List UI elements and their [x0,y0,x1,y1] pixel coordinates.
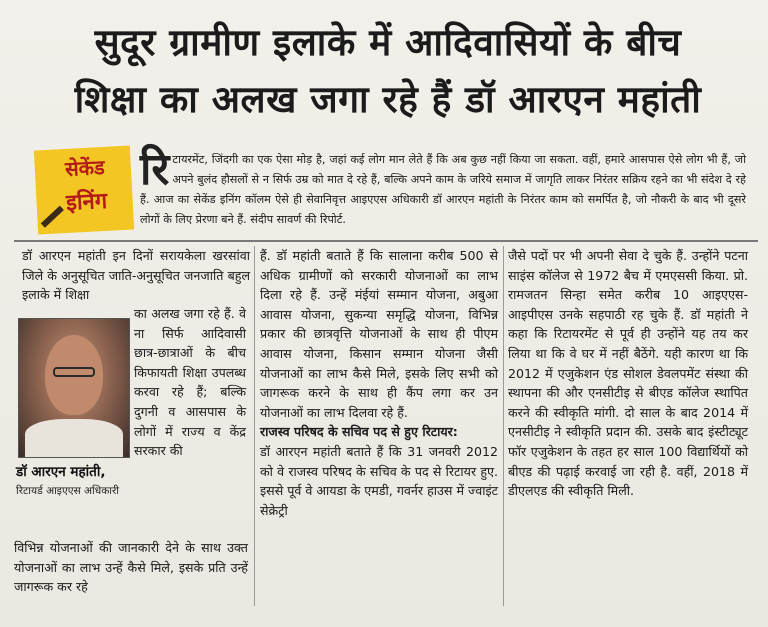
second-innings-badge [34,146,134,235]
badge-line-1: सेकेंड [64,154,106,181]
headline-line-2: शिक्षा का अलख जगा रहे हैं डॉ आरएन महांती [74,78,702,121]
headline [18,14,758,128]
intro-box [36,144,748,236]
intro-dropcap: रि [140,144,170,195]
intro-text: टायरमेंट, जिंदगी का एक ऐसा मोड़ है, जहां कई लोग मान लेते हैं कि अब कुछ नहीं किया जा सकता. वहीं, हमारे आसपास ऐसे लोग भी हैं, जो अपने बुलंद हौसलों से न सिर्फ उम्र को मात दे रहे हैं, बल्कि अपने काम के जरिये समाज में जागृति लाकर निरंतर सक्रिय रहने का भी संदेश दे रहे हैं. आज का सेकेंड इनिंग कॉलम ऐसे ही सेवानिवृत्त आइएएस अधिकारी डॉ आरएन महांती के निरंतर काम को समर्पित है, जो नौकरी के बाद भी दूसरे लोगों के लिए प्रेरणा बने हैं. संदीप सावर्ण की रिपोर्ट. [140,153,746,226]
author-photo [18,318,130,458]
column-2 [260,246,498,520]
badge-line-2: इनिंग [65,187,108,216]
column-2-para-2: डॉ आरएन महांती बताते हैं कि 31 जनवरी 2012 को वे राजस्व परिषद के सचिव के पद से रिटायर हुए. इससे पूर्व वे आयडा के एमडी, गवर्नर हाउस में ज्वाइंट सेक्रेट्री [260,443,498,518]
column-2-subhead: राजस्व परिषद के सचिव पद से हुए रिटायर: [260,424,458,440]
intro-paragraph [140,144,746,230]
column-3: जैसे पदों पर भी अपनी सेवा दे चुके हैं. उन्होंने पटना साइंस कॉलेज से 1972 बैच में एमएससी किया. प्रो. रामजतन सिन्हा समेत करीब 10 आइएएस-आइपीएस उनके सहपाठी रह चुके हैं. डॉ महांती ने कहा कि रिटायरमेंट से पूर्व ही उन्होंने यह तय कर लिया था कि वे घर में नहीं बैठेंगे. यही कारण था कि 2012 में एजुकेशन एंड सोशल डेवलपमेंट संस्था की स्थापना की और एनसीटीइ से बीएड कॉलेज स्थापित करने की स्वीकृति मांगी. दो साल के बाद 2014 में एनसीटीइ ने स्वीकृति प्रदान की. उसके बाद इंस्टीट्यूट फॉर एजुकेशन के तहत हर साल 100 विद्यार्थियों को बीएड की पढ़ाई करवाई जा रही है. वहीं, 2018 में डीएलएड की स्वीकृति मिली. [508,248,748,499]
photo-caption-role: रिटायर्ड आइएएस अधिकारी [16,485,120,497]
headline-line-1: सुदूर ग्रामीण इलाके में आदिवासियों के बीच [94,21,682,64]
glasses-icon [53,367,95,377]
column-divider [254,246,255,606]
column-1-bottom: विभिन्न योजनाओं की जानकारी देने के साथ उक्त योजनाओं का लाभ उन्हें कैसे मिले, इसके प्रति उन्हें जागरूक कर रहे [14,540,248,595]
column-2-para-1: हैं. डॉ महांती बताते हैं कि सालाना करीब 500 से अधिक ग्रामीणों को सरकारी योजनाओं का लाभ दिला रहे हैं. उन्हें मंईयां सम्मान योजना, अबुआ आवास योजना, सुकन्या समृद्धि योजना, विभिन्न प्रकार की छात्रवृत्ति योजनाओं के साथ ही पीएम आवास योजना, किसान सम्मान योजना जैसी योजनाओं का लाभ कैसे मिले, इसके लिए सभी को जागरूक करने के साथ ही कैंप लगा कर उन योजनाओं का लाभ दिलवा रहे हैं. [260,248,498,420]
column-1-right: का अलख जगा रहे हैं. वे ना सिर्फ आदिवासी छात्र-छात्राओं के बीच किफायती शिक्षा उपलब्ध करवा रहे हैं; बल्कि दुगनी व आसपास के लोगों में राज्य व केंद्र सरकार की [134,306,246,459]
section-divider [14,240,758,242]
photo-caption-name: डॉ आरएन महांती, [16,464,106,480]
column-1-top: डॉ आरएन महांती इन दिनों सरायकेला खरसांवा जिले के अनुसूचित जाति-अनुसूचित जनजाति बहुल इलाके में शिक्षा [22,248,250,303]
column-divider [503,246,504,606]
